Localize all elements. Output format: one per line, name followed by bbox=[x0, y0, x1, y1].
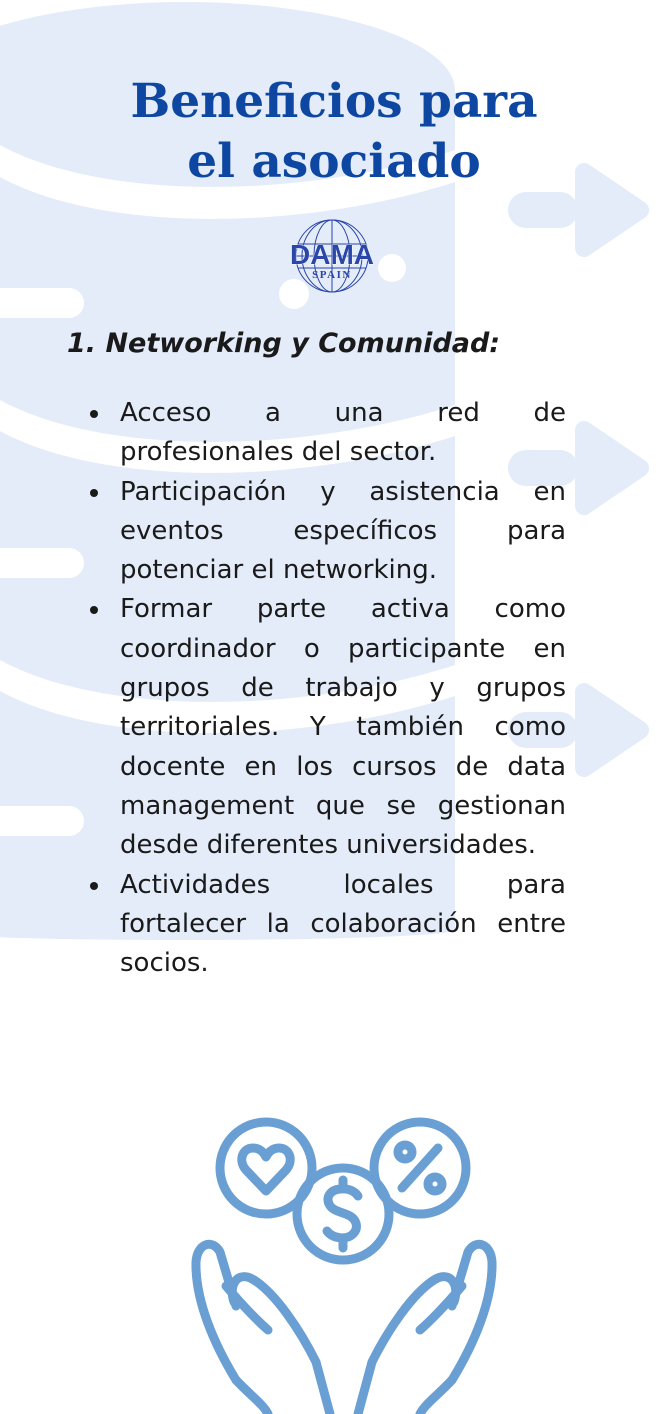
benefit-item: Participación y asistencia en eventos específicos para potenciar el networking. bbox=[120, 473, 566, 591]
dollar-icon bbox=[297, 1168, 389, 1260]
benefit-item: Actividades locales para fortalecer la colaboración entre socios. bbox=[120, 866, 566, 984]
benefits-list bbox=[120, 394, 566, 983]
logo-subtitle: SPAIN bbox=[312, 269, 352, 281]
logo-wordmark: DAMA bbox=[290, 239, 374, 270]
benefit-item: Acceso a una red de profesionales del sector. bbox=[120, 394, 566, 473]
dama-spain-logo bbox=[276, 218, 388, 298]
left-hand-icon bbox=[196, 1244, 330, 1414]
benefit-item: Formar parte activa como coordinador o participante en grupos de trabajo y grupos territoriales. Y también como docente en los cursos de data management que se gestionan desde diferentes universidades. bbox=[120, 590, 566, 865]
section-heading: 1. Networking y Comunidad: bbox=[67, 328, 501, 359]
right-hand-icon bbox=[358, 1244, 492, 1414]
page-title-line-2: el asociado bbox=[187, 134, 481, 189]
page-title-line-1: Beneficios para bbox=[130, 74, 538, 129]
hands-holding-benefits-icon bbox=[186, 1112, 502, 1414]
page-title bbox=[0, 72, 668, 192]
